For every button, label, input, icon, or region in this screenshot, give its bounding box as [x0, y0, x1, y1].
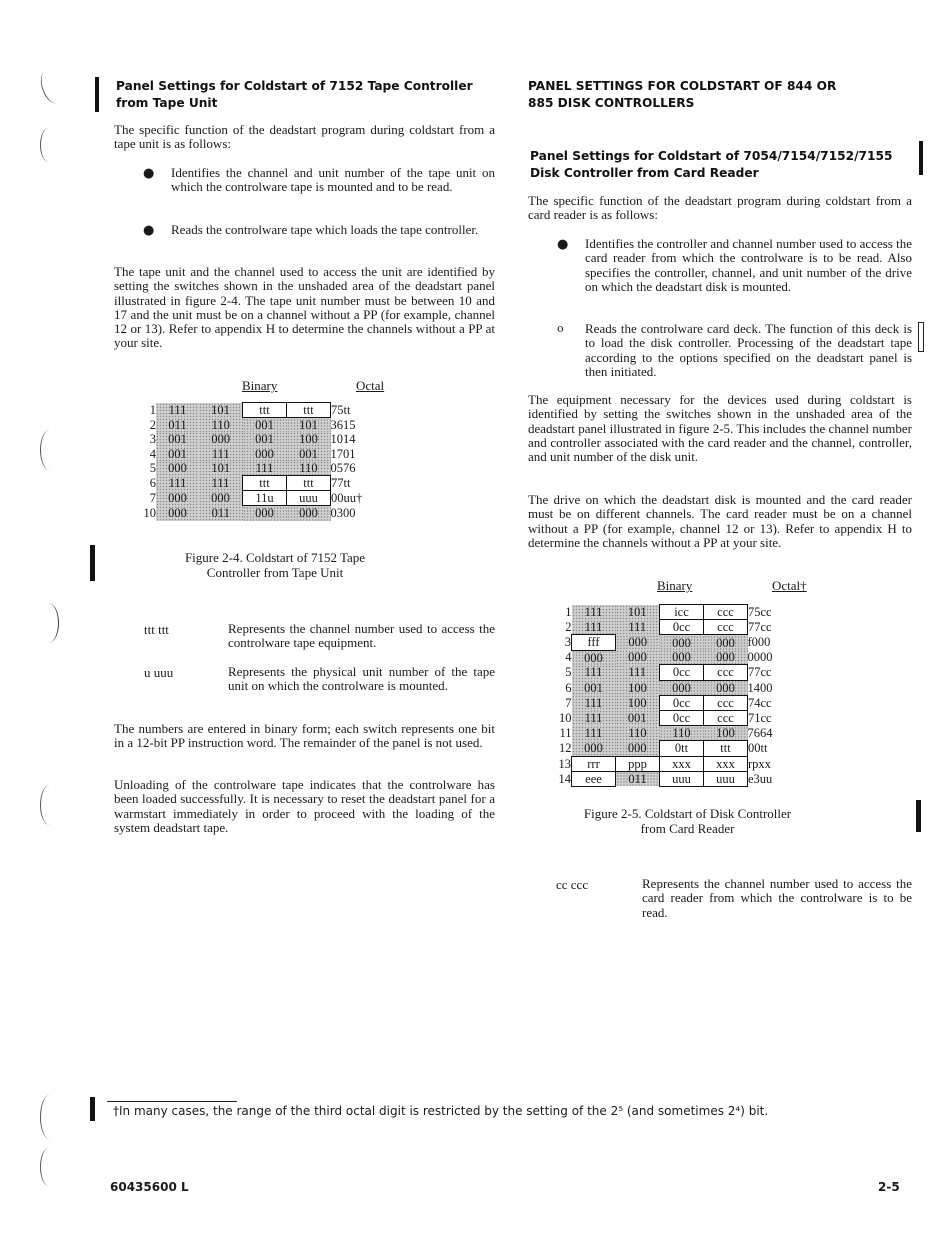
row-number: 13	[558, 756, 571, 771]
octal-value: 1014	[330, 432, 356, 447]
row-number: 12	[559, 741, 572, 756]
switch-setting-variable: 0cc	[660, 710, 704, 725]
binding-mark	[40, 128, 57, 162]
octal-value: 1701	[330, 446, 356, 461]
switch-setting-fixed: 011	[199, 506, 243, 521]
section-heading: PANEL SETTINGS FOR COLDSTART OF 844 OR 885 DISK CONTROLLERS	[528, 79, 837, 110]
subsection-heading: Panel Settings for Coldstart of 7054/7154/7152/7155 Disk Controller from Card Reader	[530, 149, 893, 180]
switch-setting-variable: ccc	[704, 710, 748, 725]
switch-setting-fixed: 001	[156, 447, 199, 461]
switch-setting-variable: uuu	[660, 771, 704, 786]
body-paragraph: Unloading of the controlware tape indicates that the controlware has been loaded successfully. It is necessary to reset the deadstart panel for a warmstart immediately in order to proceed with the loading of the system deadstart tape.	[114, 777, 495, 835]
octal-value: 0300	[330, 506, 356, 521]
switch-setting-variable: 0tt	[660, 741, 704, 756]
row-number: 2	[565, 620, 572, 635]
switch-setting-variable: 0cc	[660, 695, 704, 710]
binding-mark	[40, 430, 59, 470]
octal-value: 0576	[330, 461, 356, 476]
switch-setting-fixed: 111	[616, 620, 660, 635]
octal-value: 75cc	[748, 605, 772, 619]
panel-row	[549, 650, 773, 665]
switch-setting-fixed: 100	[287, 432, 331, 446]
binding-mark	[40, 785, 59, 825]
switch-setting-fixed: 111	[243, 461, 287, 476]
switch-setting-fixed: 000	[156, 491, 199, 506]
panel-row	[134, 461, 362, 476]
switch-setting-fixed: 110	[199, 418, 243, 433]
switch-setting-fixed: 000	[199, 491, 243, 506]
switch-setting-fixed: 101	[287, 418, 331, 433]
switch-setting-fixed: 000	[704, 635, 748, 650]
switch-setting-fixed: 011	[156, 418, 199, 433]
definition-term: cc ccc	[556, 877, 589, 892]
row-number: 10	[559, 710, 572, 725]
octal-value: 74cc	[748, 695, 772, 710]
row-number: 6	[565, 680, 572, 695]
section-heading: Panel Settings for Coldstart of 7152 Tape Controller from Tape Unit	[116, 79, 473, 110]
switch-setting-fixed: 000	[616, 635, 660, 650]
switch-setting-variable: uuu	[287, 491, 331, 506]
panel-row	[134, 418, 362, 433]
body-paragraph: The numbers are entered in binary form; each switch represents one bit in a 12-bit PP instruction word. The remainder of the panel is not used.	[114, 721, 495, 751]
table-header-binary: Binary	[242, 378, 278, 393]
octal-value: 7664	[747, 726, 773, 741]
switch-setting-variable: ccc	[704, 695, 748, 710]
switch-setting-fixed: 000	[660, 650, 704, 665]
switch-setting-variable: rrr	[572, 756, 616, 771]
footnote-rule	[107, 1101, 237, 1102]
switch-setting-fixed: 000	[287, 506, 331, 521]
switch-setting-fixed: 100	[704, 726, 748, 741]
octal-value: 00tt	[748, 741, 768, 756]
intro-paragraph: The specific function of the deadstart program during coldstart from a tape unit is as follows:	[114, 122, 495, 152]
switch-setting-variable: 11u	[243, 491, 287, 506]
switch-setting-fixed: 101	[616, 605, 660, 620]
deadstart-panel-table	[549, 604, 773, 787]
row-number: 6	[149, 476, 156, 491]
table-header-octal: Octal	[356, 378, 385, 393]
switch-setting-variable: ccc	[704, 605, 748, 620]
page-number: 2-5	[878, 1180, 900, 1194]
table-header-octal: Octal†	[772, 578, 807, 593]
panel-row	[549, 680, 773, 695]
binding-mark	[38, 603, 59, 643]
switch-setting-variable: ppp	[616, 756, 660, 771]
switch-setting-variable: uuu	[704, 771, 748, 786]
switch-setting-variable: eee	[572, 771, 616, 786]
bullet-icon: ●	[557, 237, 569, 252]
switch-setting-fixed: 111	[156, 403, 199, 418]
row-number: 1	[565, 605, 572, 619]
row-number: 2	[149, 417, 156, 432]
bullet-item: Identifies the channel and unit number of the tape unit on which the controlware tape is mounted and to be read.	[171, 165, 495, 195]
bullet-icon: o	[557, 322, 564, 335]
bullet-item: Identifies the controller and channel number used to access the card reader from which the controlware is to be read. Also specifies the controller, channel, and unit number of the drive on which the deadstart disk is mounted.	[585, 236, 912, 294]
definition-text: Represents the channel number used to access the card reader from which the controlware is to be read.	[642, 876, 912, 920]
switch-setting-fixed: 000	[243, 447, 287, 461]
row-number: 3	[564, 635, 571, 650]
switch-setting-fixed: 011	[616, 771, 660, 786]
definition-term: ttt ttt	[144, 622, 169, 637]
octal-value: 0000	[747, 650, 773, 665]
row-number: 10	[143, 506, 156, 521]
change-bar	[90, 545, 95, 581]
switch-setting-fixed: 000	[572, 650, 616, 665]
binding-mark	[37, 68, 66, 106]
octal-value: 71cc	[748, 710, 772, 725]
figure-caption: Figure 2-5. Coldstart of Disk Controller from Card Reader	[583, 806, 792, 836]
octal-value: 00uu†	[331, 491, 363, 506]
row-number: 4	[149, 446, 156, 461]
row-number: 3	[149, 432, 156, 447]
switch-setting-variable: ttt	[287, 403, 331, 418]
panel-row	[134, 447, 362, 461]
switch-setting-fixed: 001	[156, 432, 199, 446]
bullet-item: Reads the controlware tape which loads the tape controller.	[171, 222, 479, 237]
switch-setting-variable: ttt	[287, 476, 331, 491]
panel-row	[134, 491, 362, 506]
panel-row	[549, 620, 773, 635]
change-bar	[919, 141, 923, 175]
panel-row	[549, 635, 773, 650]
octal-value: e3uu	[748, 771, 773, 786]
panel-row	[549, 741, 773, 756]
panel-row	[549, 726, 773, 741]
bullet-item: Reads the controlware card deck. The function of this deck is to load the disk controller. Processing of the deadstart tape according to the options specified on the deadstart panel is then initiated.	[585, 321, 912, 379]
switch-setting-fixed: 111	[616, 665, 660, 680]
switch-setting-variable: 0cc	[660, 665, 704, 680]
switch-setting-fixed: 000	[704, 650, 748, 665]
switch-setting-fixed: 111	[572, 710, 616, 725]
switch-setting-fixed: 101	[199, 403, 243, 418]
definition-text: Represents the physical unit number of the tape unit on which the controlware is mounted.	[228, 664, 495, 694]
bullet-icon: ●	[143, 166, 155, 181]
switch-setting-fixed: 110	[287, 461, 331, 476]
panel-row	[134, 432, 362, 446]
switch-setting-fixed: 000	[660, 680, 704, 695]
switch-setting-variable: icc	[660, 605, 704, 620]
binding-mark	[40, 1095, 59, 1139]
body-paragraph: The tape unit and the channel used to access the unit are identified by setting the switches shown in the unshaded area of the deadstart panel illustrated in figure 2-4. The tape unit number must be between 10 and 17 and the unit must be on a channel without a PP (for example, channel 12 or 13). Refer to appendix H to determine the channels without a PP at your site.	[114, 264, 495, 351]
octal-value: 1400	[747, 680, 773, 695]
row-number: 14	[558, 771, 571, 786]
change-bar	[90, 1097, 95, 1121]
octal-value: 75tt	[331, 403, 351, 417]
figure-caption: Figure 2-4. Coldstart of 7152 Tape Controller from Tape Unit	[184, 550, 366, 580]
switch-setting-fixed: 000	[572, 741, 616, 756]
switch-setting-fixed: 111	[156, 476, 199, 491]
row-number: 11	[559, 726, 572, 741]
octal-value: 77tt	[331, 476, 351, 491]
octal-value: rpxx	[748, 756, 771, 771]
row-number: 5	[149, 461, 156, 476]
definition-text: Represents the channel number used to access the controlware tape equipment.	[228, 621, 495, 651]
panel-row	[549, 771, 773, 786]
switch-setting-fixed: 000	[704, 680, 748, 695]
switch-setting-fixed: 001	[616, 710, 660, 725]
figure-2-5-panel	[549, 604, 773, 787]
switch-setting-fixed: 110	[616, 726, 660, 741]
figure-2-4-panel	[134, 402, 362, 521]
switch-setting-fixed: 000	[660, 635, 704, 650]
switch-setting-fixed: 111	[572, 665, 616, 680]
panel-row	[549, 710, 773, 725]
body-paragraph: The equipment necessary for the devices used during coldstart is identified by setting the switches shown in the unshaded area of the deadstart panel illustrated in figure 2-5. This includes the channel number and controller associated with the card reader and the channel, controller, and unit number of the disk unit.	[528, 392, 912, 465]
change-bar-outline	[918, 322, 924, 352]
panel-row	[134, 403, 362, 418]
octal-value: 77cc	[748, 620, 772, 635]
row-number: 7	[149, 491, 156, 506]
panel-row	[549, 665, 773, 680]
panel-row	[549, 695, 773, 710]
row-number: 7	[565, 695, 572, 710]
bullet-icon: ●	[143, 223, 155, 238]
switch-setting-fixed: 001	[287, 447, 331, 461]
document-number: 60435600 L	[110, 1180, 189, 1194]
intro-paragraph: The specific function of the deadstart program during coldstart from a card reader is as follows:	[528, 193, 912, 223]
switch-setting-fixed: 101	[199, 461, 243, 476]
row-number: 4	[565, 650, 572, 665]
octal-value: f000	[747, 635, 771, 650]
switch-setting-fixed: 111	[572, 695, 616, 710]
change-bar	[916, 800, 921, 832]
footnote: †In many cases, the range of the third octal digit is restricted by the setting of the 2⁵ (and sometimes 2⁴) bit.	[113, 1104, 769, 1118]
switch-setting-fixed: 001	[572, 680, 616, 695]
switch-setting-fixed: 100	[616, 680, 660, 695]
switch-setting-variable: ttt	[704, 741, 748, 756]
switch-setting-fixed: 000	[156, 461, 199, 476]
switch-setting-fixed: 000	[616, 741, 660, 756]
row-number: 5	[565, 665, 572, 680]
switch-setting-variable: ttt	[243, 476, 287, 491]
panel-row	[134, 476, 362, 491]
switch-setting-fixed: 111	[199, 476, 243, 491]
change-bar	[95, 77, 99, 112]
switch-setting-fixed: 111	[572, 726, 616, 741]
switch-setting-variable: ttt	[243, 403, 287, 418]
panel-row	[549, 605, 773, 620]
switch-setting-fixed: 000	[199, 432, 243, 446]
switch-setting-fixed: 111	[572, 605, 616, 620]
switch-setting-variable: ccc	[704, 620, 748, 635]
switch-setting-fixed: 000	[243, 506, 287, 521]
panel-row	[134, 506, 362, 521]
switch-setting-fixed: 111	[199, 447, 243, 461]
body-paragraph: The drive on which the deadstart disk is mounted and the card reader must be on different channels. The card reader must be on a channel without a PP (for example, channel 12 or 13). Refer to appendix H to determine the channels without a PP at your site.	[528, 492, 912, 550]
definition-term: u uuu	[144, 665, 174, 680]
octal-value: 77cc	[748, 665, 772, 680]
table-header-binary: Binary	[657, 578, 693, 593]
deadstart-panel-table	[134, 402, 362, 521]
switch-setting-variable: xxx	[704, 756, 748, 771]
switch-setting-fixed: 001	[243, 418, 287, 433]
switch-setting-fixed: 000	[616, 650, 660, 665]
row-number: 1	[149, 403, 156, 417]
switch-setting-variable: fff	[572, 635, 616, 650]
switch-setting-variable: xxx	[660, 756, 704, 771]
switch-setting-variable: 0cc	[660, 620, 704, 635]
switch-setting-fixed: 111	[572, 620, 616, 635]
panel-row	[549, 756, 773, 771]
switch-setting-fixed: 110	[660, 726, 704, 741]
binding-mark	[40, 1148, 57, 1186]
switch-setting-fixed: 001	[243, 432, 287, 446]
octal-value: 3615	[330, 417, 356, 432]
switch-setting-fixed: 100	[616, 695, 660, 710]
switch-setting-fixed: 000	[156, 506, 199, 521]
switch-setting-variable: ccc	[704, 665, 748, 680]
